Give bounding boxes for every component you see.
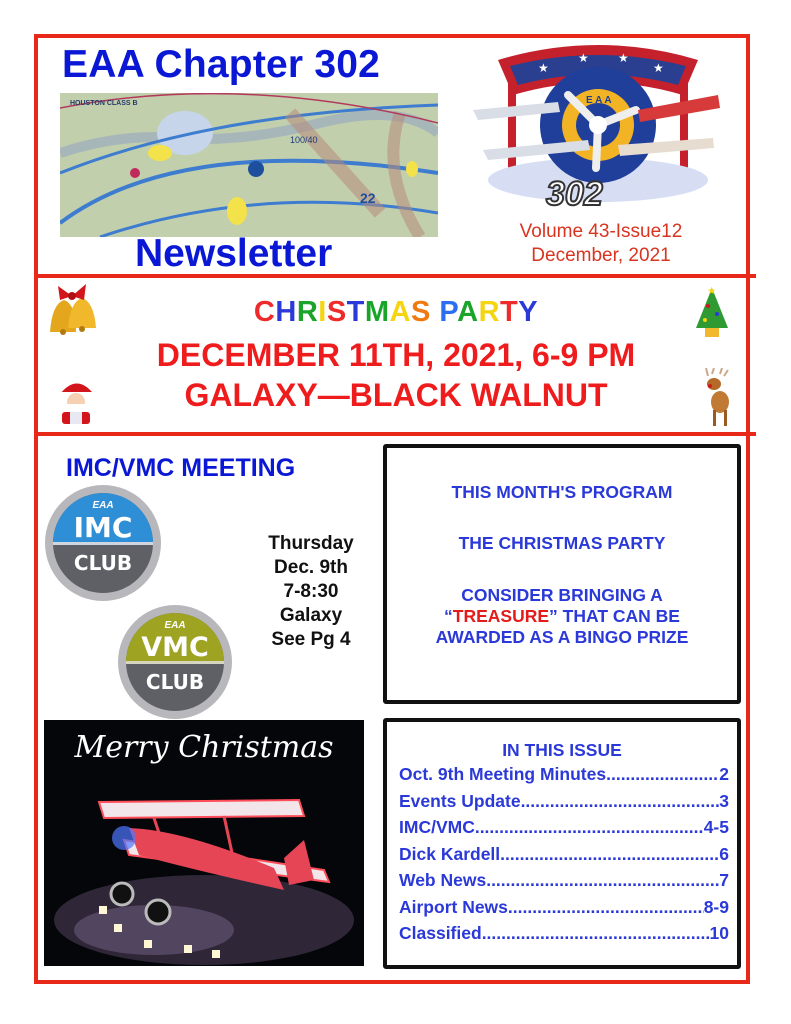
- svg-text:★: ★: [707, 286, 716, 297]
- svg-text:100/40: 100/40: [290, 135, 318, 145]
- svg-text:VMC: VMC: [141, 632, 209, 663]
- program-note-line2: [387, 606, 737, 627]
- program-note-line3: AWARDED AS A BINGO PRIZE: [435, 627, 689, 647]
- title-letter: R: [296, 296, 319, 328]
- toc-leader: [508, 894, 704, 921]
- title-letter: H: [275, 296, 297, 328]
- toc-page: 4-5: [703, 817, 729, 837]
- chapter-302-logo: [468, 40, 728, 212]
- event-datetime: DECEMBER 11TH, 2021, 6-9 PM: [156, 337, 636, 373]
- svg-text:CLUB: CLUB: [145, 670, 205, 694]
- svg-text:IMC: IMC: [73, 511, 133, 544]
- toc-item[interactable]: [399, 867, 729, 894]
- toc-label: Oct. 9th Meeting Minutes: [399, 764, 607, 784]
- toc-item[interactable]: [399, 788, 729, 815]
- title-letter: C: [253, 296, 276, 328]
- issue-info: [470, 220, 732, 268]
- toc-page: 8-9: [703, 896, 729, 917]
- toc-leader: [500, 841, 719, 868]
- program-note-line1: CONSIDER BRINGING A: [461, 585, 663, 605]
- toc-page: 2: [719, 764, 729, 784]
- in-this-issue-heading: IN THIS ISSUE: [502, 740, 622, 760]
- sectional-map-image: [60, 93, 438, 237]
- meeting-details: [250, 532, 372, 652]
- svg-text:E A A: E A A: [586, 95, 612, 106]
- event-title: [40, 296, 752, 329]
- toc-label: Classified: [399, 923, 482, 943]
- title-letter: M: [364, 296, 390, 328]
- toc-item[interactable]: [399, 894, 729, 921]
- svg-text:HOUSTON CLASS B: HOUSTON CLASS B: [70, 100, 138, 107]
- meeting-date: Dec. 9th: [274, 557, 348, 578]
- meeting-page-ref: See Pg 4: [271, 629, 351, 650]
- svg-text:EAA: EAA: [164, 620, 186, 631]
- toc-label: Events Update: [399, 790, 521, 811]
- svg-text:EAA: EAA: [92, 500, 114, 511]
- monthly-program-box: [383, 444, 741, 704]
- title-letter: I: [318, 296, 327, 328]
- table-of-contents: [399, 761, 729, 947]
- quote-open: “: [444, 606, 453, 626]
- toc-label: Airport News: [399, 896, 508, 917]
- meeting-location: Galaxy: [279, 605, 343, 626]
- title-letter: T: [500, 296, 519, 328]
- toc-leader: [482, 920, 710, 947]
- title-letter: S: [326, 296, 347, 328]
- toc-leader: [486, 867, 719, 894]
- svg-text:CLUB: CLUB: [73, 551, 133, 575]
- title-letter: P: [439, 296, 458, 328]
- toc-label: Dick Kardell: [399, 843, 501, 864]
- svg-text:★: ★: [578, 51, 589, 65]
- imc-vmc-heading: IMC/VMC MEETING: [66, 454, 296, 482]
- svg-text:★: ★: [618, 51, 629, 65]
- volume-issue: Volume 43-Issue12: [519, 221, 683, 242]
- toc-page: 7: [719, 870, 729, 890]
- svg-text:★: ★: [653, 61, 664, 75]
- quote-close-text: ” THAT CAN BE: [549, 606, 680, 626]
- svg-text:★: ★: [538, 61, 549, 75]
- merry-christmas-caption: Merry Christmas: [74, 730, 334, 765]
- toc-leader: [521, 788, 720, 815]
- newsletter-subtitle: Newsletter: [135, 232, 333, 275]
- title-letter: R: [478, 296, 501, 328]
- toc-item[interactable]: [399, 761, 729, 788]
- imc-club-badge: [44, 484, 162, 602]
- toc-item[interactable]: [399, 814, 729, 841]
- program-subject: THE CHRISTMAS PARTY: [458, 533, 666, 553]
- program-heading: THIS MONTH'S PROGRAM: [451, 482, 673, 502]
- meeting-day: Thursday: [268, 533, 354, 554]
- title-letter: T: [346, 296, 365, 328]
- divider-event: [34, 432, 756, 436]
- toc-label: Web News: [399, 870, 487, 890]
- toc-leader: [475, 814, 704, 841]
- toc-leader: [606, 761, 719, 788]
- toc-label: IMC/VMC: [399, 817, 475, 837]
- title-letter: Y: [518, 296, 539, 328]
- vmc-club-badge: [117, 604, 233, 720]
- treasure-highlight: TREASURE: [452, 606, 550, 626]
- svg-text:22: 22: [360, 190, 376, 206]
- toc-item[interactable]: [399, 841, 729, 868]
- title-letter: A: [389, 296, 412, 328]
- issue-date: December, 2021: [531, 245, 671, 266]
- event-location: GALAXY—BLACK WALNUT: [184, 377, 608, 413]
- svg-text:302: 302: [546, 175, 603, 212]
- toc-page: 6: [719, 843, 729, 864]
- merry-christmas-photo: [44, 720, 364, 966]
- toc-page: 3: [719, 790, 729, 811]
- toc-item[interactable]: [399, 920, 729, 947]
- in-this-issue-box: [383, 718, 741, 969]
- toc-page: 10: [709, 923, 729, 943]
- title-letter: S: [411, 296, 431, 328]
- title-letter: A: [457, 296, 479, 328]
- newsletter-title: EAA Chapter 302: [62, 43, 380, 86]
- meeting-time: 7-8:30: [283, 581, 339, 602]
